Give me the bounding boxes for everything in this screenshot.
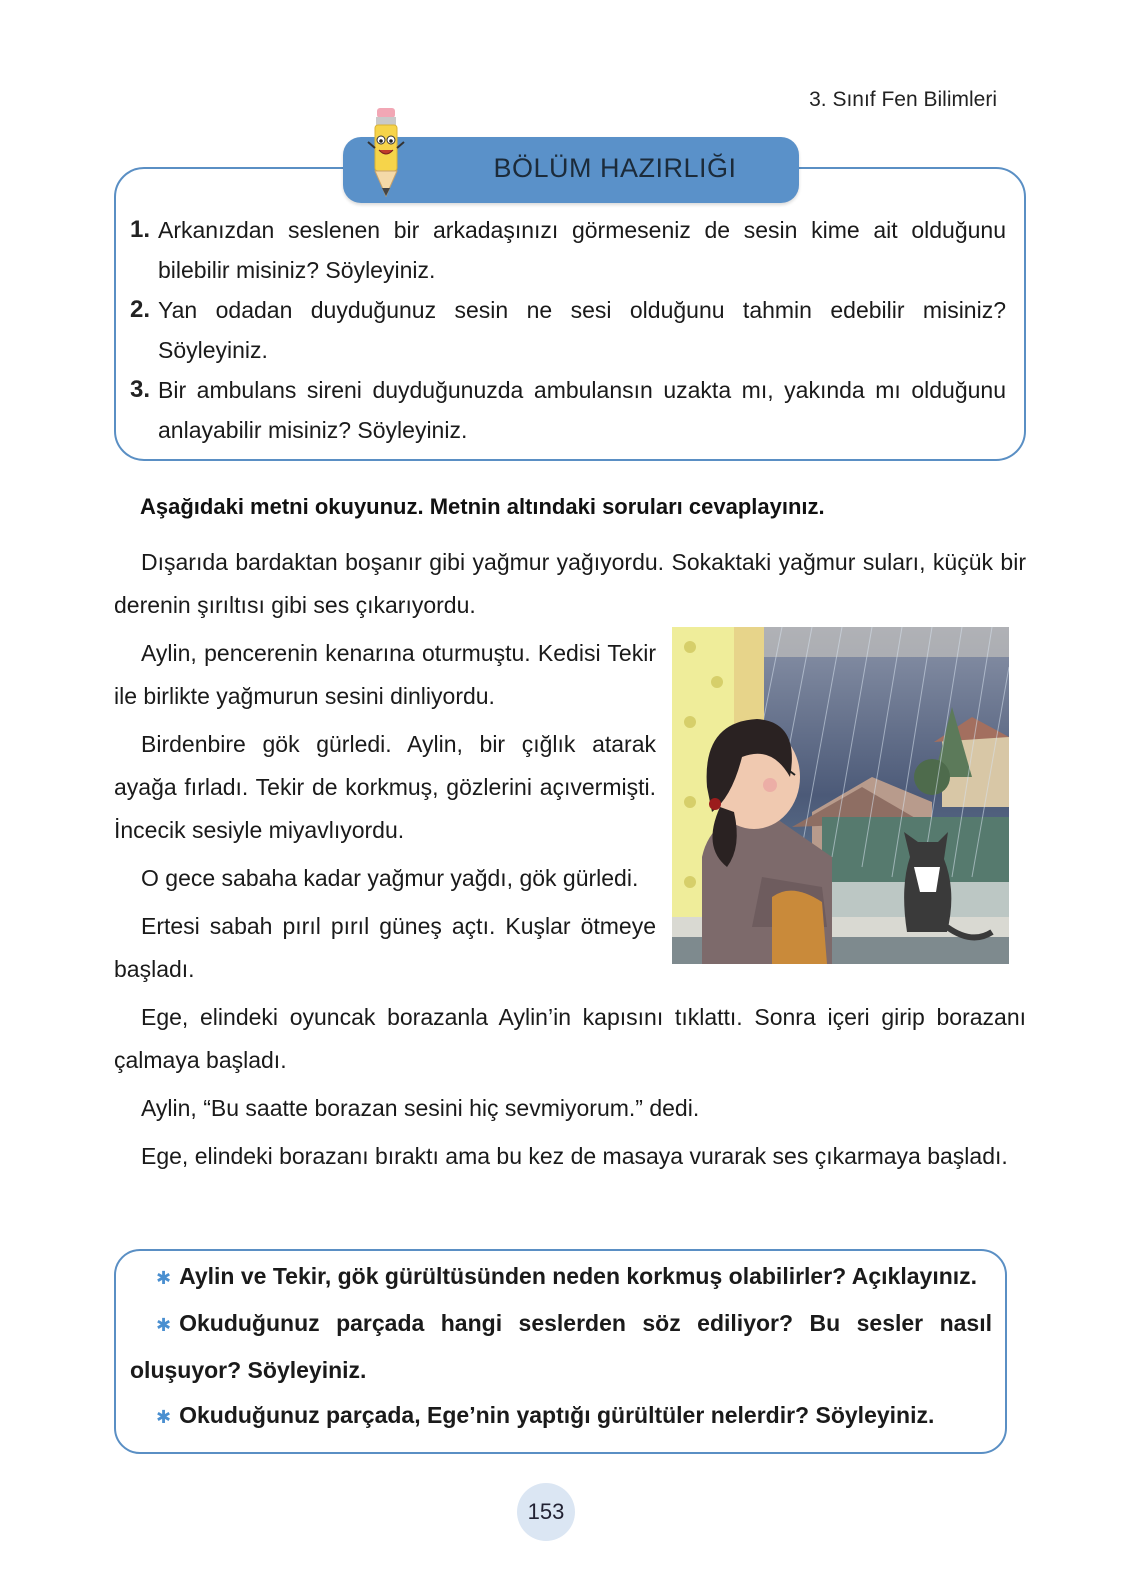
questions-list [130, 1254, 992, 1440]
preparation-banner [343, 137, 799, 203]
story-paragraph: Ege, elindeki oyuncak borazanla Aylin’in kapısını tıklattı. Sonra içeri girip borazanı çalmaya başladı. [114, 1004, 1026, 1073]
story-paragraph: Ege, elindeki borazanı bıraktı ama bu kez de masaya vurarak ses çıkarmaya başladı. [141, 1143, 1008, 1169]
question-text: Okuduğunuz parçada, Ege’nin yaptığı gürültüler nelerdir? Söyleyiniz. [179, 1402, 935, 1428]
story-paragraph: Dışarıda bardaktan boşanır gibi yağmur yağıyordu. Sokaktaki yağmur suları, küçük bir derenin şırıltısı gibi ses çıkarıyordu. [114, 549, 1026, 618]
item-text: Bir ambulans sireni duyduğunuzda ambulansın uzakta mı, yakında mı olduğunu anlayabilir misiniz? Söyleyiniz. [158, 377, 1006, 443]
reading-instruction: Aşağıdaki metni okuyunuz. Metnin altındaki soruları cevaplayınız. [140, 494, 825, 519]
preparation-title: BÖLÜM HAZIRLIĞI [493, 153, 737, 183]
story-paragraph: Birdenbire gök gürledi. Aylin, bir çığlık atarak ayağa fırladı. Tekir de korkmuş, gözlerini açıvermişti. İncecik sesiyle miyavlıyordu. [114, 731, 656, 843]
girl-and-cat-window-illustration [672, 627, 1009, 964]
question-item [130, 1393, 992, 1440]
item-text: Yan odadan duyduğunuz sesin ne sesi olduğunu tahmin edebilir misiniz? Söyleyiniz. [158, 297, 1006, 363]
story-paragraph: Ertesi sabah pırıl pırıl güneş açtı. Kuşlar ötmeye başladı. [114, 913, 656, 982]
page-number: 153 [517, 1483, 575, 1541]
story-paragraph: O gece sabaha kadar yağmur yağdı, gök gürledi. [141, 865, 639, 891]
question-text: Aylin ve Tekir, gök gürültüsünden neden korkmuş olabilirler? Açıklayınız. [179, 1263, 978, 1289]
subject-header: 3. Sınıf Fen Bilimleri [809, 88, 997, 111]
story-paragraph: Aylin, “Bu saatte borazan sesini hiç sevmiyorum.” dedi. [141, 1095, 700, 1121]
item-number: 2. [130, 296, 151, 323]
item-number: 3. [130, 376, 151, 403]
preparation-item [130, 290, 1006, 370]
asterisk-icon: ✱ [156, 1268, 172, 1288]
story-paragraph: Aylin, pencerenin kenarına oturmuştu. Kedisi Tekir ile birlikte yağmurun sesini dinliyordu. [114, 640, 656, 709]
preparation-list [130, 210, 1006, 450]
preparation-item [130, 370, 1006, 450]
asterisk-icon: ✱ [156, 1315, 172, 1335]
pencil-mascot-icon [366, 108, 406, 200]
question-item [130, 1254, 992, 1301]
preparation-item [130, 210, 1006, 290]
item-text: Arkanızdan seslenen bir arkadaşınızı görmeseniz de sesin kime ait olduğunu bilebilir misiniz? Söyleyiniz. [158, 217, 1006, 283]
question-item [130, 1301, 992, 1393]
question-text: Okuduğunuz parçada hangi seslerden söz ediliyor? Bu sesler nasıl oluşuyor? Söyleyiniz. [130, 1310, 992, 1383]
asterisk-icon: ✱ [156, 1407, 172, 1427]
item-number: 1. [130, 216, 151, 243]
